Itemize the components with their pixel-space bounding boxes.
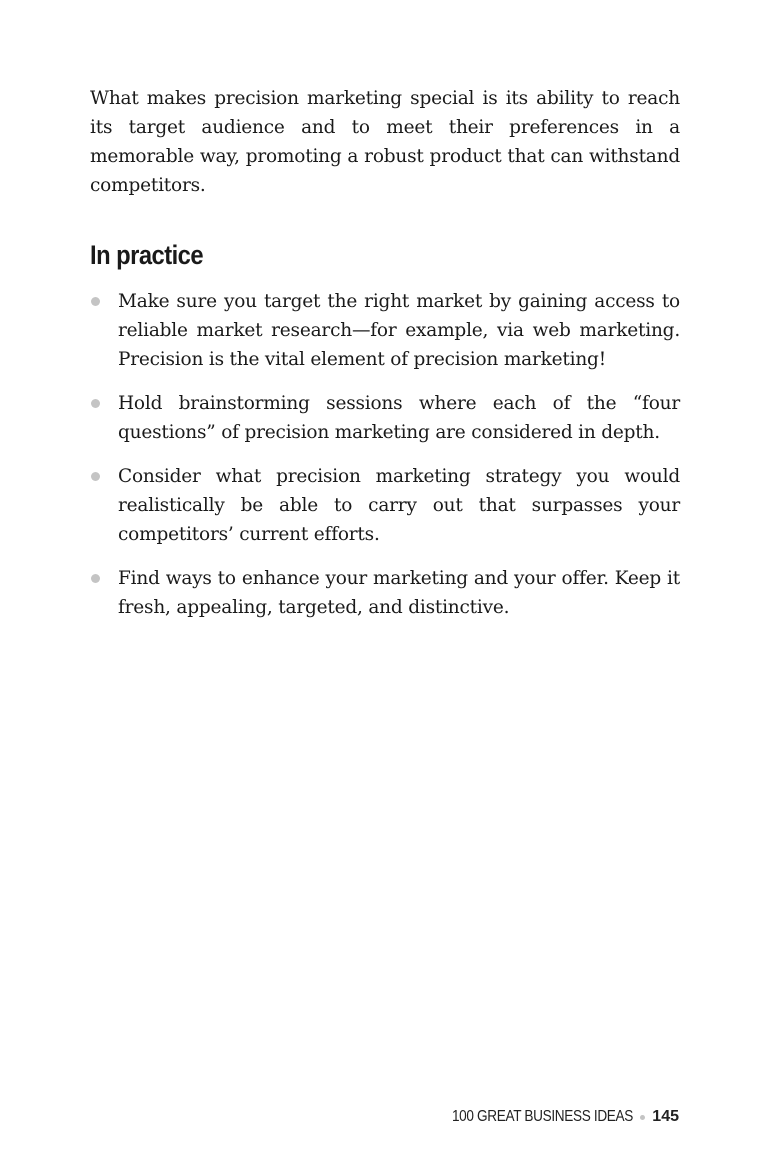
bullet-text: Find ways to enhance your marketing and your offer. Keep it fresh, appealing, targeted, and distinctive. [118,568,680,618]
list-item [90,462,680,549]
bullet-icon [91,399,100,408]
page-number: 145 [652,1108,679,1125]
bullet-text: Hold brainstorming sessions where each of the “four questions” of precision marketing are considered in depth. [118,393,680,443]
bullet-text: Consider what precision marketing strategy you would realistically be able to carry out that surpasses your competitors’ current efforts. [118,466,680,545]
footer-book-title: 100 GREAT BUSINESS IDEAS [452,1108,634,1125]
list-item [90,564,680,622]
list-item [90,287,680,374]
page-content [90,84,680,637]
bullet-list [90,287,680,622]
bullet-icon [91,574,100,583]
section-heading: In practice [90,240,204,270]
bullet-icon [91,472,100,481]
intro-paragraph: What makes precision marketing special is its ability to reach its target audience and to meet their preferences in a memorable way, promoting a robust product that can withstand competitors. [90,88,680,196]
list-item [90,389,680,447]
bullet-text: Make sure you target the right market by gaining access to reliable market research—for example, via web marketing. Precision is the vital element of precision marketing! [118,291,680,370]
page-footer [420,1108,679,1126]
bullet-icon [91,297,100,306]
footer-separator-icon [640,1115,645,1120]
